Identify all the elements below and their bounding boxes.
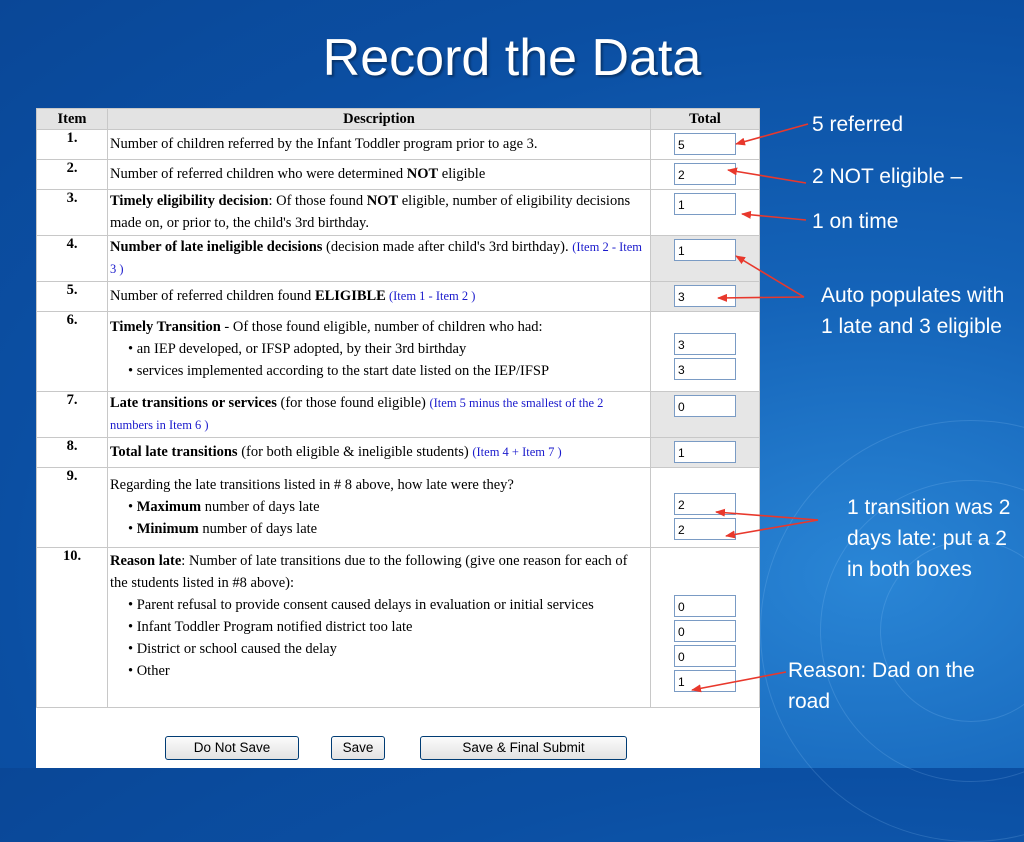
save-final-submit-button[interactable]: Save & Final Submit — [420, 736, 627, 760]
note-referred: 5 referred — [812, 113, 904, 136]
description-bold: Maximum — [136, 499, 202, 515]
arrow-auto-eligible — [718, 297, 804, 298]
arrow-not-eligible — [728, 170, 806, 183]
formula-hint: (Item 4 + Item 7 ) — [472, 445, 562, 459]
description-text: (decision made after child's 3rd birthday). — [322, 239, 573, 255]
note-auto-populates: Auto populates with 1 late and 3 eligible — [821, 284, 1005, 338]
arrow-referred — [736, 124, 808, 144]
total-input-6a[interactable]: 3 — [674, 333, 736, 355]
total-input-10b[interactable]: 0 — [674, 620, 736, 642]
description-bold: NOT — [406, 166, 439, 182]
item-number: 10. — [37, 548, 108, 708]
description-bold: Minimum — [136, 521, 199, 537]
description-bold: Reason late — [110, 553, 182, 569]
total-input-4: 1 — [674, 239, 736, 261]
item-number: 6. — [37, 312, 108, 392]
note-on-time: 1 on time — [812, 210, 899, 233]
total-input-10c[interactable]: 0 — [674, 645, 736, 667]
item-number: 1. — [37, 130, 108, 160]
bullet-mark: • — [128, 499, 134, 515]
arrow-auto-late — [736, 256, 804, 297]
total-input-6b[interactable]: 3 — [674, 358, 736, 380]
slide-title: Record the Data — [322, 29, 702, 87]
total-input-10a[interactable]: 0 — [674, 595, 736, 617]
description-text: Number of children referred by the Infant Toddler program prior to age 3. — [110, 136, 538, 152]
item-number: 2. — [37, 160, 108, 190]
do-not-save-button[interactable]: Do Not Save — [165, 736, 299, 760]
description-bold: NOT — [366, 193, 399, 209]
header-total: Total — [651, 109, 760, 130]
formula-hint: (Item 2 - Item 3 ) — [110, 240, 643, 276]
total-input-8: 1 — [674, 441, 736, 463]
description-bold: Timely eligibility decision — [110, 193, 269, 209]
description-bold: Number of late ineligible decisions — [110, 239, 323, 255]
description-text: eligible, number of eligibility decisions made on, or prior to, the child's 3rd birthday. — [110, 193, 631, 231]
total-input-1[interactable]: 5 — [674, 133, 736, 155]
description-text: Regarding the late transitions listed in # 8 above, how late were they? — [110, 477, 514, 493]
item-number: 9. — [37, 468, 108, 548]
formula-hint: (Item 1 - Item 2 ) — [385, 289, 476, 303]
note-not-eligible: 2 NOT eligible – — [812, 165, 963, 188]
item-number: 4. — [37, 236, 108, 282]
description-text: - Of those found eligible, number of children who had: — [220, 319, 543, 335]
description-text: eligible — [438, 166, 486, 182]
bullet-item: • District or school caused the delay — [128, 641, 337, 657]
header-description: Description — [108, 109, 651, 130]
bullet-item: • services implemented according to the start date listed on the IEP/IFSP — [128, 363, 550, 379]
bullet-item: • an IEP developed, or IFSP adopted, by their 3rd birthday — [128, 341, 467, 357]
note-reason: Reason: Dad on the road — [788, 659, 975, 713]
description-text: : Number of late transitions due to the following (give one reason for each of the students listed in #8 above): — [110, 553, 628, 591]
item-number: 7. — [37, 392, 108, 438]
description-text: number of days late — [201, 499, 320, 515]
bullet-item: • Infant Toddler Program notified district too late — [128, 619, 413, 635]
bullet-mark: • — [128, 521, 134, 537]
description-text: : Of those found — [268, 193, 367, 209]
arrow-transition-max — [716, 512, 818, 520]
arrow-on-time — [742, 214, 806, 220]
arrow-reason — [692, 672, 786, 690]
total-input-9b[interactable]: 2 — [674, 518, 736, 540]
total-input-9a[interactable]: 2 — [674, 493, 736, 515]
description-text: (for both eligible & ineligible students) — [237, 444, 473, 460]
description-text: number of days late — [198, 521, 318, 537]
item-number: 5. — [37, 282, 108, 312]
description-text: (for those found eligible) — [276, 395, 430, 411]
item-number: 8. — [37, 438, 108, 468]
total-input-7: 0 — [674, 395, 736, 417]
note-transition: 1 transition was 2 days late: put a 2 in both boxes — [847, 496, 1011, 581]
bullet-item: • Parent refusal to provide consent caused delays in evaluation or initial services — [128, 597, 594, 613]
total-input-3[interactable]: 1 — [674, 193, 736, 215]
description-text: Number of referred children who were determined — [110, 166, 407, 182]
formula-hint: (Item 5 minus the smallest of the 2 numbers in Item 6 ) — [110, 396, 604, 432]
total-input-10d[interactable]: 1 — [674, 670, 736, 692]
save-button[interactable]: Save — [331, 736, 385, 760]
description-bold: ELIGIBLE — [314, 288, 386, 304]
header-item: Item — [37, 109, 108, 130]
description-bold: Timely Transition — [110, 319, 221, 335]
description-bold: Total late transitions — [110, 444, 238, 460]
description-text: Number of referred children found — [110, 288, 315, 304]
item-number: 3. — [37, 190, 108, 236]
arrow-transition-min — [726, 520, 818, 536]
total-input-5: 3 — [674, 285, 736, 307]
bullet-item: • Other — [128, 663, 170, 679]
total-input-2[interactable]: 2 — [674, 163, 736, 185]
description-bold: Late transitions or services — [110, 395, 277, 411]
